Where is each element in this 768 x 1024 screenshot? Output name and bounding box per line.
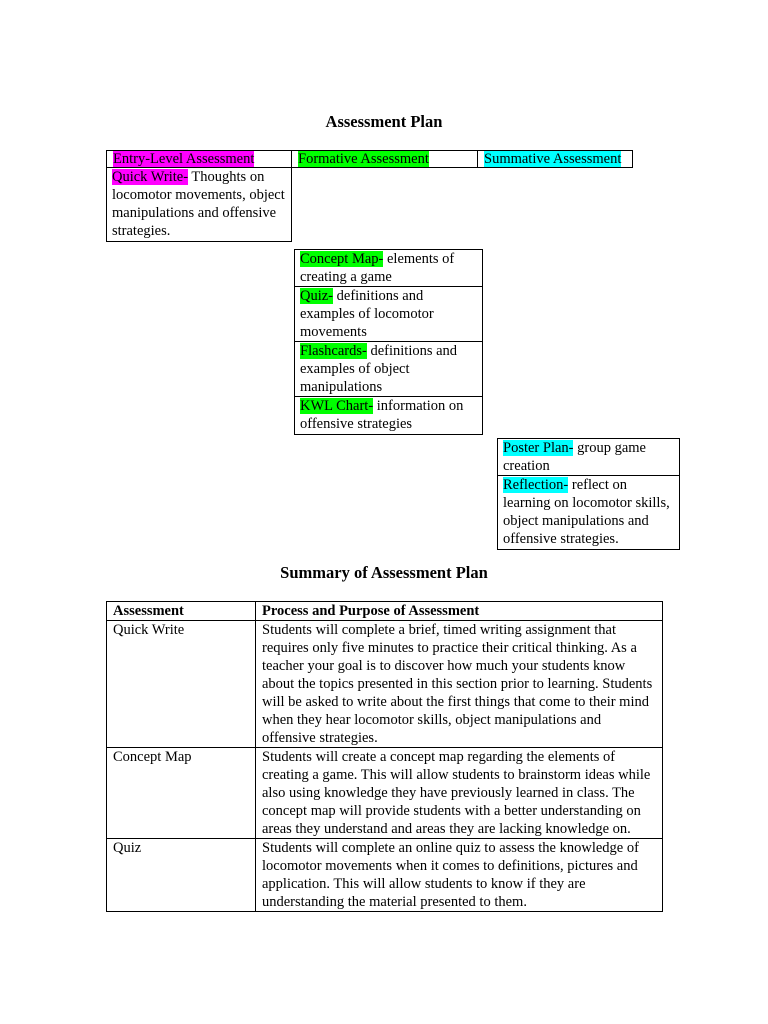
assessment-name: Quick Write <box>107 621 256 748</box>
entry-level-box <box>106 167 292 242</box>
formative-box <box>294 249 483 435</box>
summative-item-label: Reflection- <box>503 477 569 493</box>
formative-item-text: information on offensive strategies <box>300 398 464 432</box>
summative-item-text: reflect on learning on locomotor skills, object manipulations and offensive strategies. <box>503 477 670 547</box>
table-row <box>107 839 663 912</box>
formative-header-label: Formative Assessment <box>298 151 429 167</box>
formative-header <box>291 150 478 168</box>
entry-level-header-label: Entry-Level Assessment <box>113 151 255 167</box>
assessment-description: Students will complete a brief, timed writing assignment that requires only five minutes to practice their critical thinking. As a teacher your goal is to discover how much your students know about the topics presented in this section prior to learning. Students will be asked to write about the first things that come to their mind when they hear locomotor skills, object manipulations and offensive strategies. <box>256 621 663 748</box>
formative-item <box>295 342 482 397</box>
entry-item-label: Quick Write- <box>112 169 189 185</box>
formative-item-label: Quiz- <box>300 288 334 304</box>
summative-item <box>498 439 679 476</box>
summative-header-label: Summative Assessment <box>484 151 622 167</box>
summary-table <box>106 601 663 912</box>
summative-item-text: group game creation <box>503 440 646 474</box>
formative-item <box>295 397 482 434</box>
summative-header <box>477 150 633 168</box>
entry-level-header <box>106 150 292 168</box>
assessment-description: Students will complete an online quiz to assess the knowledge of locomotor movements when it comes to definitions, pictures and application. This will allow students to know if they are understanding the material presented to them. <box>256 839 663 912</box>
formative-item <box>295 250 482 287</box>
summative-box <box>497 438 680 550</box>
table-row <box>107 621 663 748</box>
formative-item-text: definitions and examples of object manipulations <box>300 343 458 395</box>
entry-item <box>107 168 291 241</box>
summative-item <box>498 476 679 549</box>
formative-item-text: definitions and examples of locomotor movements <box>300 288 434 340</box>
formative-item-label: Concept Map- <box>300 251 384 267</box>
table-row <box>107 748 663 839</box>
assessment-description: Students will create a concept map regarding the elements of creating a game. This will allow students to brainstorm ideas while also using knowledge they have previously learned in class. The concept map will provide students with a better understanding on areas they understand and areas they are lacking knowledge on. <box>256 748 663 839</box>
summative-item-label: Poster Plan- <box>503 440 574 456</box>
page-title: Assessment Plan <box>325 112 443 131</box>
assessment-name: Quiz <box>107 839 256 912</box>
process-column-header: Process and Purpose of Assessment <box>256 602 663 621</box>
assessment-name: Concept Map <box>107 748 256 839</box>
summary-title: Summary of Assessment Plan <box>280 563 488 582</box>
assessment-column-header: Assessment <box>107 602 256 621</box>
entry-item-text: Thoughts on locomotor movements, object manipulations and offensive strategies. <box>112 169 285 239</box>
formative-item <box>295 287 482 342</box>
formative-item-label: Flashcards- <box>300 343 367 359</box>
formative-item-text: elements of creating a game <box>300 251 455 285</box>
summary-header-row <box>107 602 663 621</box>
formative-item-label: KWL Chart- <box>300 398 374 414</box>
